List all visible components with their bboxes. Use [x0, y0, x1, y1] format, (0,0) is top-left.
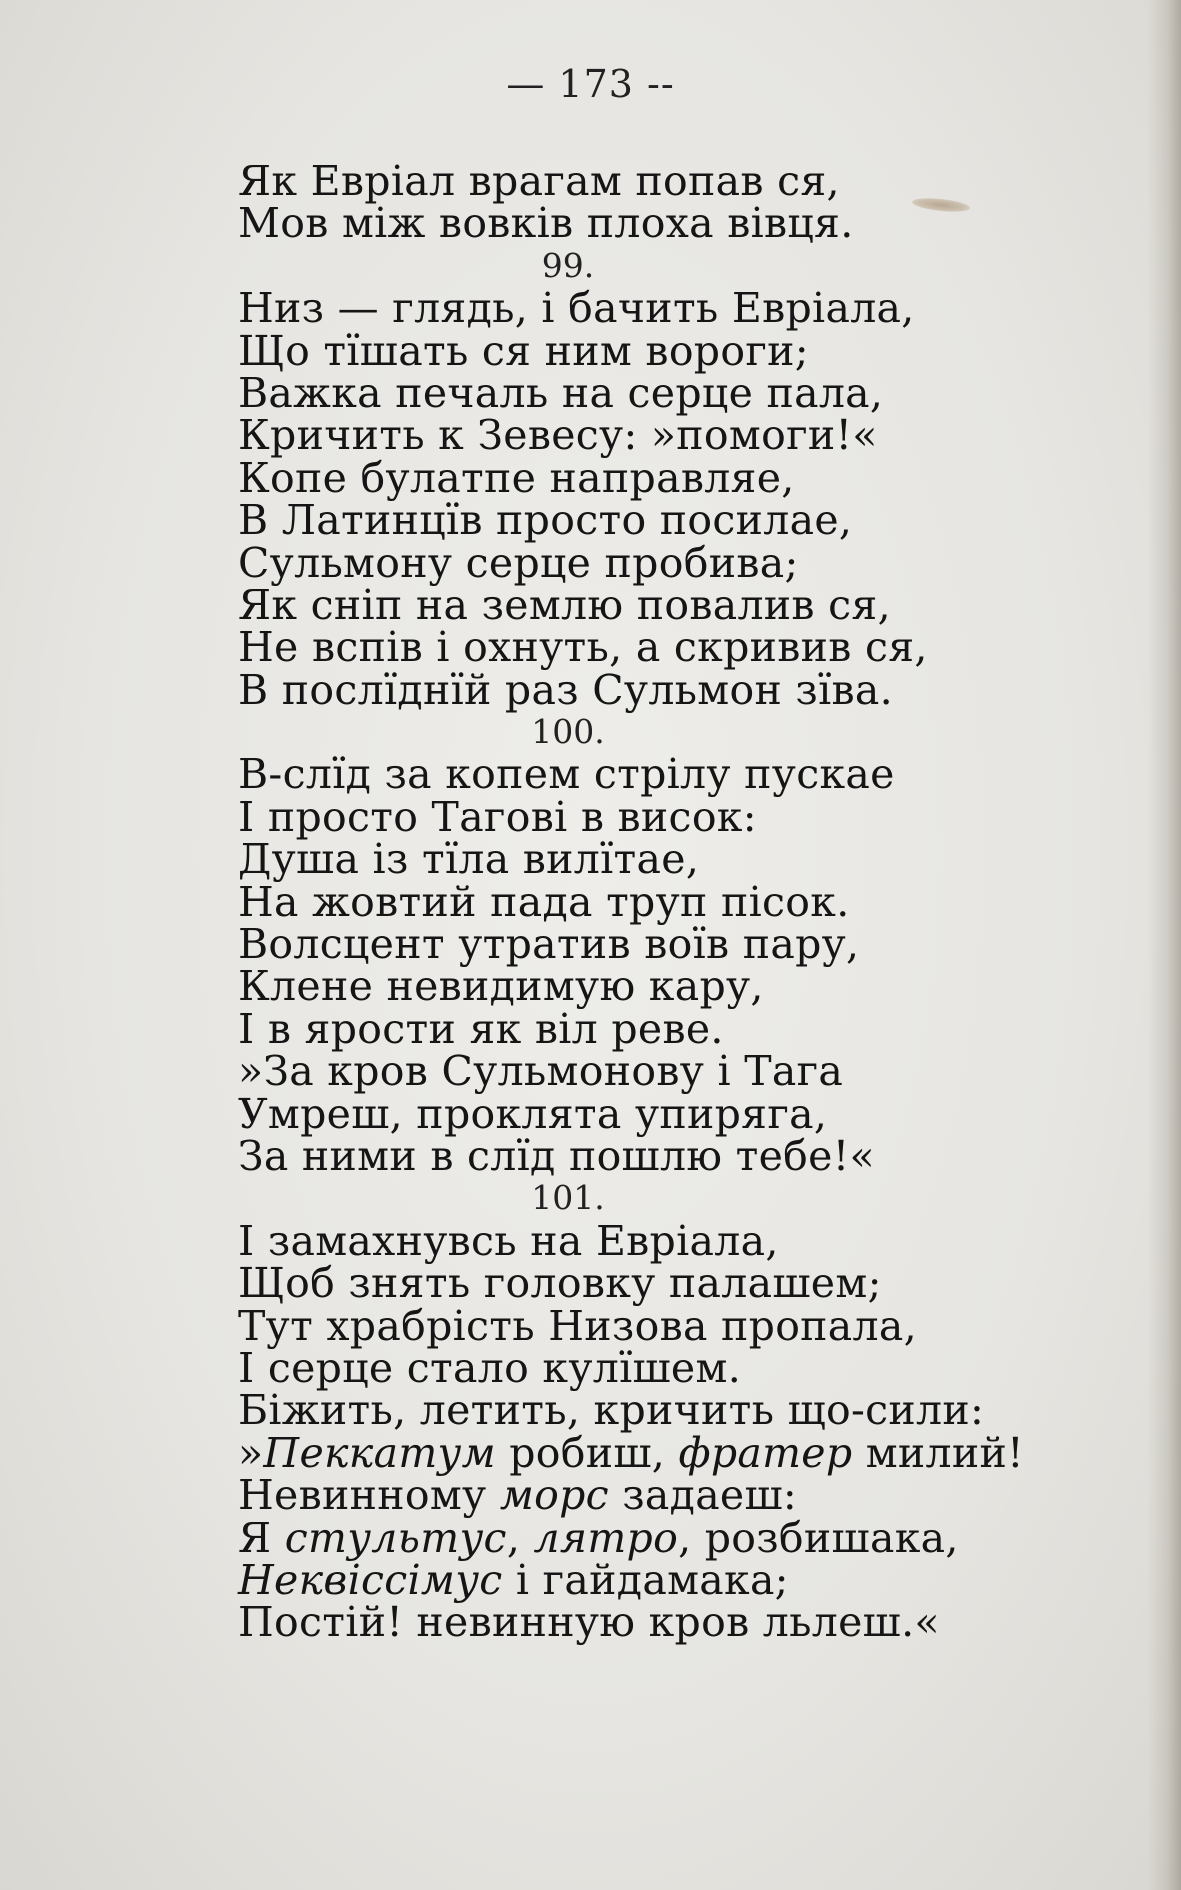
- verse-line: В Латинцїв просто посилае,: [238, 496, 853, 545]
- verse-line: [238, 1555, 1038, 1604]
- verse-segment: задаеш:: [608, 1471, 798, 1520]
- page-edge-shadow: [1147, 0, 1181, 1890]
- verse-line: Постій! невинную кров льлеш.«: [238, 1598, 940, 1647]
- verse-line: Щоб знять головку палашем;: [238, 1259, 882, 1308]
- verse-line: І просто Тагові в висок:: [238, 792, 757, 841]
- verse-line: [238, 1513, 1038, 1562]
- verse-line: Біжить, летить, кричить що-сили:: [238, 1386, 985, 1435]
- verse-segment: ,: [506, 1513, 534, 1562]
- verse-line: [238, 1428, 1038, 1477]
- verse-line: Як Евріал врагам попав ся,: [238, 157, 840, 205]
- verse-line: Мов між вовків плоха вівця.: [238, 199, 854, 248]
- verse-line: На жовтий пада труп пісок.: [238, 877, 850, 926]
- verse-segment: і гайдамака;: [502, 1555, 789, 1604]
- verse-line: Низ — глядь, і бачить Евріала,: [238, 284, 915, 333]
- page-number: — 173 --: [506, 62, 675, 106]
- verse-segment: Невинному: [238, 1471, 500, 1520]
- verse-segment: робиш,: [495, 1428, 679, 1477]
- poem-text: [238, 157, 1038, 1647]
- verse-line: [238, 1471, 1038, 1520]
- verse-line: »За кров Сульмонову і Тага: [238, 1047, 844, 1096]
- verse-line: Важка печаль на серце пала,: [238, 368, 884, 417]
- verse-line: Клене невидимую кару,: [238, 962, 764, 1011]
- italic-latinism: Неквіссімус: [238, 1555, 503, 1604]
- verse-line: Копе булатпе направляе,: [238, 453, 795, 502]
- verse-segment: Я: [238, 1513, 285, 1562]
- stanza-number: 101.: [531, 1178, 605, 1218]
- verse-line: Умреш, проклята упиряга,: [238, 1089, 828, 1138]
- verse-line: Волсцент утратив воїв пару,: [238, 920, 860, 969]
- verse-line: Кричить к Зевесу: »помоги!«: [238, 411, 878, 460]
- verse-line: За ними в слїд пошлю тебе!«: [238, 1131, 875, 1180]
- verse-line: В послїднїй раз Сульмон зїва.: [238, 665, 893, 714]
- verse-line: В-слїд за копем стрілу пускае: [238, 750, 895, 799]
- verse-line: І замахнувсь на Евріала,: [238, 1216, 779, 1265]
- verse-segment: »: [238, 1428, 264, 1477]
- verse-line: Не вспів і охнуть, а скривив ся,: [238, 623, 928, 672]
- italic-latinism: стультус: [284, 1513, 507, 1562]
- verse-line: Сульмону серце пробива;: [238, 538, 799, 587]
- stanza-number: 100.: [531, 712, 605, 752]
- italic-latinism: морс: [499, 1471, 609, 1520]
- italic-latinism: фратер: [678, 1428, 853, 1477]
- verse-line: Що тїшать ся ним вороги;: [238, 326, 809, 375]
- italic-latinism: Пеккатум: [263, 1428, 496, 1477]
- verse-line: Тут храбрість Низова пропала,: [238, 1301, 917, 1350]
- verse-line: І в ярости як віл реве.: [238, 1004, 724, 1053]
- verse-line: І серце стало кулїшем.: [238, 1343, 742, 1392]
- verse-line: Душа із тїла вилїтае,: [238, 835, 700, 884]
- italic-latinism: лятро: [533, 1513, 679, 1562]
- verse-line: Як сніп на землю повалив ся,: [238, 580, 891, 629]
- verse-segment: , розбишака,: [678, 1513, 959, 1562]
- stanza-number: 99.: [541, 245, 595, 285]
- verse-segment: милий!: [852, 1428, 1024, 1477]
